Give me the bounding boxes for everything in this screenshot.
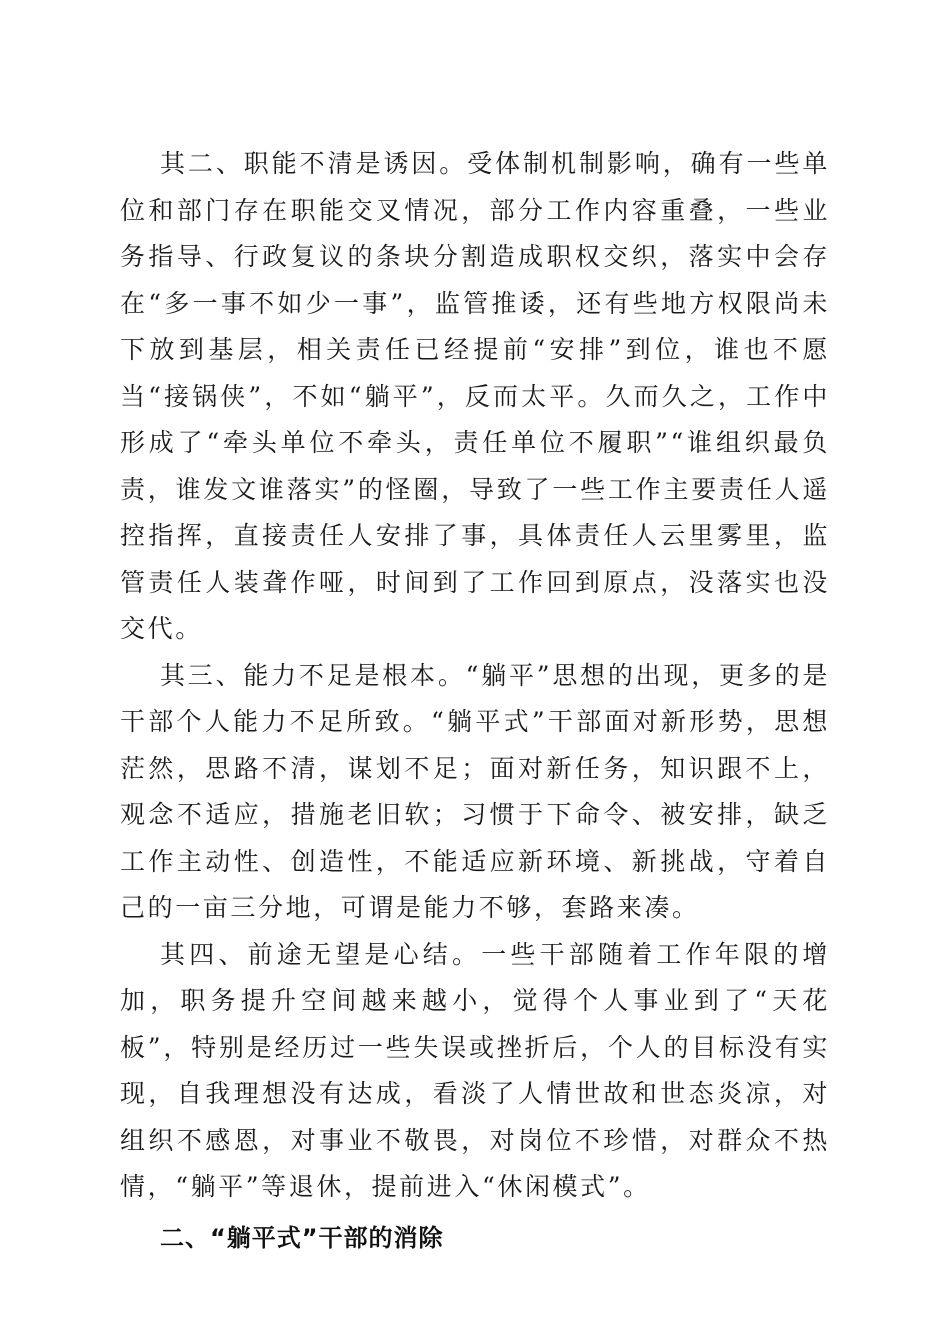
paragraph-3-insufficient-ability: 其三、能力不足是根本。“躺平”思想的出现，更多的是干部个人能力不足所致。“躺平式”干部面对新形势，思想茫然，思路不清，谋划不足；面对新任务，知识跟不上，观念不适应，措施老旧软；习惯于下命令、被安排，缺乏工作主动性、创造性，不能适应新环境、新挑战，守着自己的一亩三分地，可谓是能力不够，套路来凑。 bbox=[120, 660, 830, 922]
paragraph-2-functions-unclear: 其二、职能不清是诱因。受体制机制影响，确有一些单位和部门存在职能交叉情况，部分工作内容重叠，一些业务指导、行政复议的条块分割造成职权交织，落实中会存在“多一事不如少一事”，监管推诿，还有些地方权限尚未下放到基层，相关责任已经提前“安排”到位，谁也不愿当“接锅侠”，不如“躺平”，反而太平。久而久之，工作中形成了“牵头单位不牵头，责任单位不履职”“谁组织最负责，谁发文谁落实”的怪圈，导致了一些工作主要责任人遥控指挥，直接责任人安排了事，具体责任人云里雾里，监管责任人装聋作哑，时间到了工作回到原点，没落实也没交代。 bbox=[120, 149, 830, 643]
section-heading: 二、“躺平式”干部的消除 bbox=[160, 1223, 444, 1252]
document-page bbox=[120, 141, 830, 1261]
paragraph-4-hopeless-prospects: 其四、前途无望是心结。一些干部随着工作年限的增加，职务提升空间越来越小，觉得个人事业到了“天花板”，特别是经历过一些失误或挫折后，个人的目标没有实现，自我理想没有达成，看淡了人情世故和世态炎凉，对组织不感恩，对事业不敬畏，对岗位不珍惜，对群众不热情，“躺平”等退休，提前进入“休闲模式”。 bbox=[120, 939, 830, 1201]
